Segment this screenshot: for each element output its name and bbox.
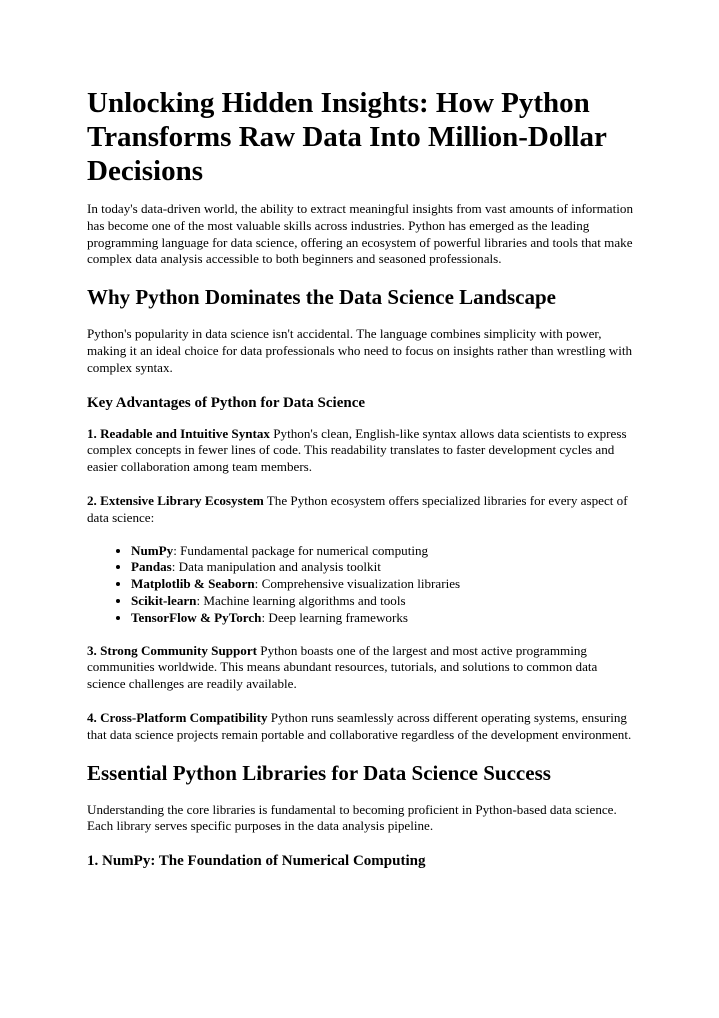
advantage-item <box>87 643 633 693</box>
advantage-title: 2. Extensive Library Ecosystem <box>87 492 264 508</box>
advantage-title: 1. Readable and Intuitive Syntax <box>87 425 270 441</box>
advantage-item <box>87 426 633 476</box>
why-python-paragraph: Python's popularity in data science isn't accidental. The language combines simplicity with power, making it an ideal choice for data professionals who need to focus on insights rather than wrestling with complex syntax. <box>87 326 633 375</box>
subheading-numpy: 1. NumPy: The Foundation of Numerical Computing <box>87 853 426 870</box>
list-item <box>131 576 633 593</box>
list-item <box>131 593 633 610</box>
library-list <box>87 543 633 627</box>
library-desc: : Deep learning frameworks <box>261 609 408 625</box>
intro-paragraph: In today's data-driven world, the ability to extract meaningful insights from vast amounts of information has become one of the most valuable skills across industries. Python has emerged as the leading programming language for data science, offering an ecosystem of powerful libraries and tools that make complex data analysis accessible to both beginners and seasoned professionals. <box>87 201 633 267</box>
advantage-text: The Python ecosystem offers specialized libraries for every aspect of data science: <box>87 492 628 525</box>
list-item <box>131 610 633 627</box>
advantage-title: 3. Strong Community Support <box>87 642 258 658</box>
library-desc: : Fundamental package for numerical computing <box>173 542 429 558</box>
list-item <box>131 543 633 560</box>
library-name: Scikit-learn <box>131 592 197 608</box>
advantage-item <box>87 710 633 744</box>
library-name: Matplotlib & Seaborn <box>131 576 255 592</box>
page-title: Unlocking Hidden Insights: How Python Transforms Raw Data Into Million-Dollar Decisions <box>87 87 607 187</box>
section-heading-why-python: Why Python Dominates the Data Science Landscape <box>87 285 557 310</box>
advantage-text: Python's clean, English-like syntax allows data scientists to express complex concepts in fewer lines of code. This readability translates to faster development cycles and easier collaboration among team members. <box>87 425 627 475</box>
library-name: TensorFlow & PyTorch <box>131 609 262 625</box>
advantage-title: 4. Cross-Platform Compatibility <box>87 709 268 725</box>
library-desc: : Machine learning algorithms and tools <box>196 592 406 608</box>
library-desc: : Data manipulation and analysis toolkit <box>171 559 381 575</box>
advantage-text: Python boasts one of the largest and most active programming communities worldwide. This means abundant resources, tutorials, and solutions to common data science challenges are readily available. <box>87 642 598 692</box>
essential-libraries-paragraph: Understanding the core libraries is fundamental to becoming proficient in Python-based data science. Each library serves specific purposes in the data analysis pipeline. <box>87 801 617 834</box>
library-desc: : Comprehensive visualization libraries <box>254 576 461 592</box>
section-heading-essential-libraries: Essential Python Libraries for Data Science Success <box>87 760 551 785</box>
advantage-text: Python runs seamlessly across different operating systems, ensuring that data science projects remain portable and collaborative regardless of the development environment. <box>87 709 632 742</box>
library-name: Pandas <box>131 559 172 575</box>
library-name: NumPy <box>131 542 174 558</box>
subheading-key-advantages: Key Advantages of Python for Data Science <box>87 394 366 411</box>
list-item <box>131 559 633 576</box>
advantage-item <box>87 493 633 527</box>
